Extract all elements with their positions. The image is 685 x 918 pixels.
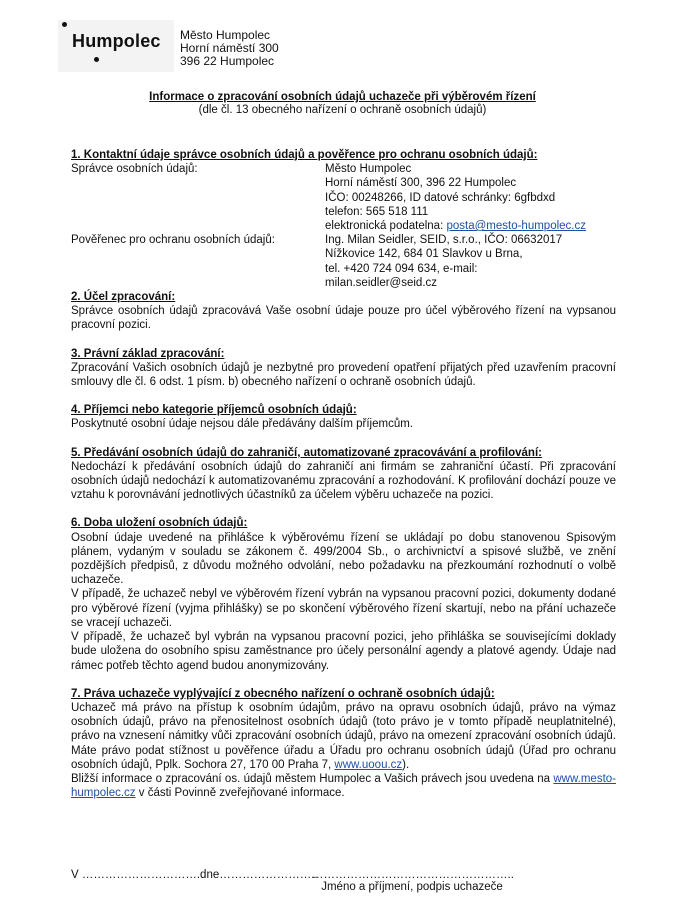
admin-email-prefix: elektronická podatelna: — [325, 220, 447, 233]
document-title: Informace o zpracování osobních údajů uchazeče při výběrovém řízení — [149, 91, 536, 103]
section-rights — [71, 687, 616, 801]
uoou-link[interactable]: www.uoou.cz — [334, 758, 403, 771]
dpo-line: tel. +420 724 094 634, e-mail: — [325, 262, 478, 275]
dpo-row — [71, 233, 616, 290]
more-info-text: Bližší informace o zpracování os. údajů městem Humpolec a Vašich právech jsou uvedena na — [71, 772, 554, 785]
section-6-heading: 6. Doba uložení osobních údajů: — [71, 517, 248, 530]
admin-row — [71, 162, 616, 233]
admin-line: IČO: 00248266, ID datové schránky: 6gfbdxd — [325, 191, 556, 204]
dpo-label: Pověřenec pro ochranu osobních údajů: — [71, 234, 275, 247]
admin-email-line — [325, 219, 616, 233]
logo-text: Humpolec — [72, 31, 161, 51]
section-6-paragraph-2: V případě, že uchazeč nebyl ve výběrovém řízení vybrán na vypsanou pracovní pozici, dokumenty dodané pro výběrové řízení (vyjma přihlášky) se po skončení výběrového řízení skartují, nebo na přání uchazeče se vracejí uchazeči. — [71, 588, 616, 629]
city-website-link[interactable]: www.mesto-humpolec.cz — [71, 772, 616, 800]
section-5-text: Nedochází k předávání osobních údajů do zahraničí ani firmám se zahraniční účastí. Při zpracování osobních údajů nedochází k automatizovanému zpracování a rozhodování. K profilování dochází pouze ve vztahu k porovnávání jednotlivých účastníků za účelem výběru uchazeče na pozici. — [71, 460, 616, 502]
section-4-heading: 4. Příjemci nebo kategorie příjemců osobních údajů: — [71, 404, 357, 417]
address-line-3: 396 22 Humpolec — [180, 54, 275, 68]
section-4-text: Poskytnuté osobní údaje nejsou dále předávány dalším příjemcům. — [71, 418, 414, 431]
signature-caption: Jméno a příjmení, podpis uchazeče — [321, 881, 503, 893]
section-recipients — [71, 403, 616, 431]
admin-line: Město Humpolec — [325, 163, 412, 176]
section-6-paragraph-3: V případě, že uchazeč byl vybrán na vypsanou pracovní pozici, jeho přihláška se souvisejícími doklady bude uložena do osobního spisu zaměstnance pro účely personální agendy a platové agendy. Údaje nad rámec potřeb těchto agend budou anonymizovány. — [71, 631, 616, 672]
section-3-text: Zpracování Vašich osobních údajů je nezbytné pro provedení opatření přijatých před uzavřením pracovní smlouvy dle čl. 6 odst. 1 písm. b) obecného nařízení o ochraně osobních údajů. — [71, 361, 616, 389]
document-body — [71, 148, 616, 814]
section-2-text: Správce osobních údajů zpracovává Vaše osobní údaje pouze pro účel výběrového řízení na vypsanou pracovní pozici. — [71, 305, 616, 332]
section-retention — [71, 516, 616, 672]
signature-line: …………………………………………….. — [312, 869, 514, 881]
logo-dot-bottom — [94, 57, 99, 62]
logo-dot-top — [62, 22, 67, 27]
section-7-paragraph-1 — [71, 701, 616, 772]
dpo-line: milan.seidler@seid.cz — [325, 276, 438, 289]
rights-text-end: ). — [402, 758, 410, 771]
rights-text: Uchazeč má právo na přístup k osobním údajům, právo na opravu osobních údajů, právo na výmaz osobních údajů, právo na přenositelnost osobních údajů (toto právo je v tomto případě neuplatnitelné), právo na vznesení námitky vůči zpracování osobních údajů, právo na omezení zpracování osobních údajů. Máte právo podat stížnost u pověřence úřadu a Úřadu pro ochranu osobních údajů (Úřad pro ochranu osobních údajů, Pplk. Sochora 27, 170 00 Praha 7, — [71, 701, 616, 771]
address-line-1: Město Humpolec — [180, 28, 271, 42]
dpo-line: Ing. Milan Seidler, SEID, s.r.o., IČO: 06632017 — [325, 234, 563, 247]
admin-line: telefon: 565 518 111 — [325, 205, 429, 218]
dpo-details — [325, 233, 616, 290]
signature-place-date: V ………………………….dne…………………….. — [71, 869, 318, 881]
admin-details — [325, 162, 616, 233]
document-subtitle: (dle čl. 13 obecného nařízení o ochraně osobních údajů) — [198, 104, 487, 116]
section-6-paragraph-1: Osobní údaje uvedené na přihlášce k výběrovému řízení se ukládají po dobu stanovenou Spisovým plánem, vydaným v souladu se zákonem č. 499/2004 Sb., o archivnictví a spisové službě, ve znění pozdějších předpisů, z důvodu možného odvolání, nebo požadavku na přezkoumání rozhodnutí o volbě uchazeče. — [71, 531, 616, 587]
section-7-heading: 7. Práva uchazeče vyplývající z obecného nařízení o ochraně osobních údajů: — [71, 687, 495, 700]
section-purpose — [71, 290, 616, 333]
admin-email-link[interactable]: posta@mesto-humpolec.cz — [446, 220, 586, 233]
section-contacts — [71, 148, 616, 290]
more-info-end: v části Povinně zveřejňované informace. — [135, 787, 345, 800]
dpo-line: Nížkovice 142, 684 01 Slavkov u Brna, — [325, 248, 523, 261]
admin-label: Správce osobních údajů: — [71, 163, 198, 176]
section-5-heading: 5. Předávání osobních údajů do zahraničí, automatizované zpracovávání a profilování: — [71, 446, 542, 459]
signature-block — [312, 869, 512, 893]
section-transfer — [71, 446, 616, 503]
address-line-2: Horní náměstí 300 — [180, 41, 279, 55]
admin-line: Horní náměstí 300, 396 22 Humpolec — [325, 177, 517, 190]
section-3-heading: 3. Právní základ zpracování: — [71, 347, 225, 360]
city-logo — [58, 20, 174, 72]
section-legal-basis — [71, 347, 616, 390]
section-7-paragraph-2 — [71, 772, 616, 800]
section-2-heading: 2. Účel zpracování: — [71, 291, 176, 304]
section-1-heading: 1. Kontaktní údaje správce osobních údajů a pověřence pro ochranu osobních údajů: — [71, 149, 538, 161]
sender-address — [180, 29, 279, 68]
